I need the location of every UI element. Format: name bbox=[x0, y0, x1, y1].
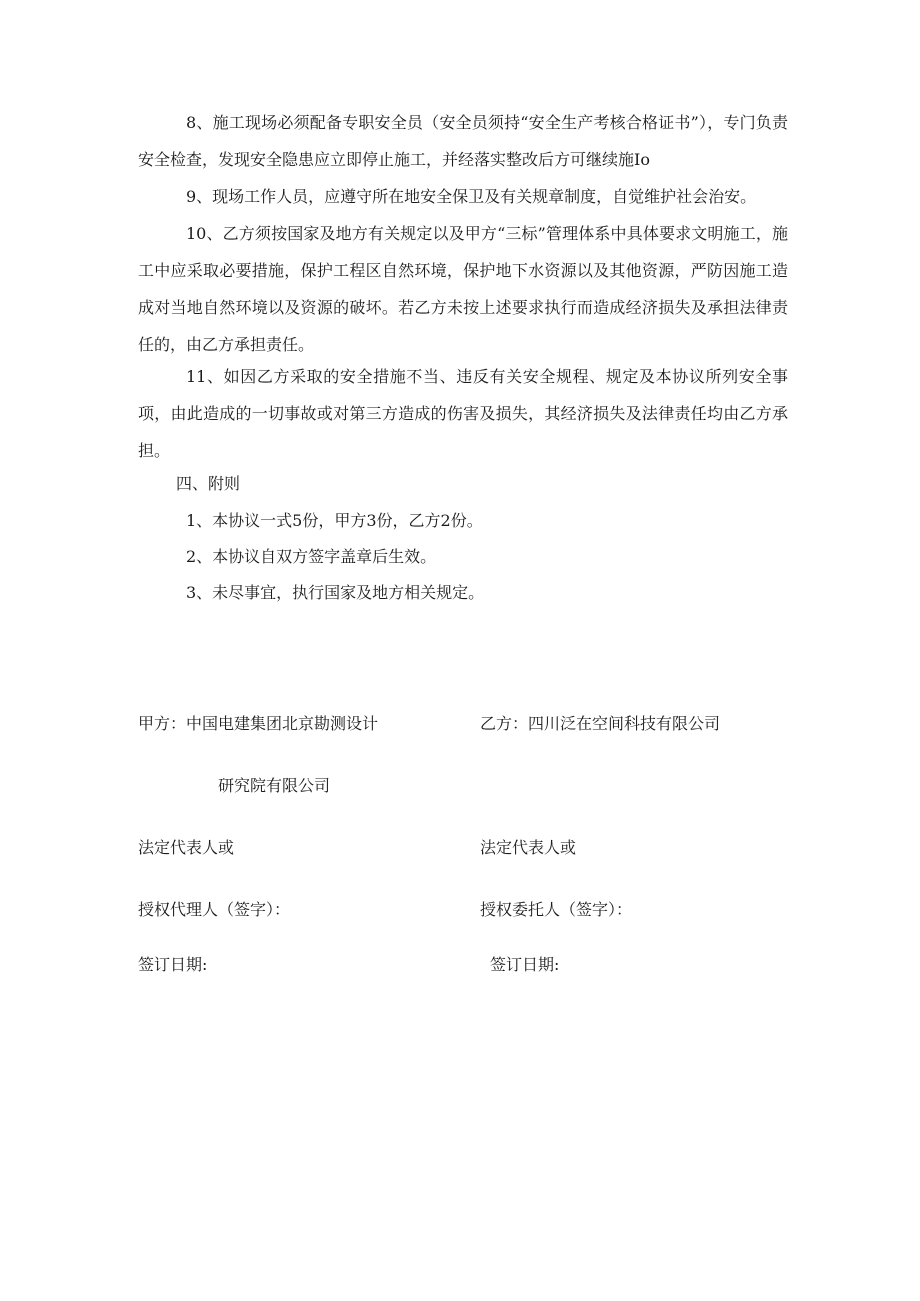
clause-11: 11、如因乙方采取的安全措施不当、违反有关安全规程、规定及本协议所列安全事项，由此造成的一切事故或对第三方造成的伤害及损失，其经济损失及法律责任均由乙方承担。 bbox=[138, 367, 788, 460]
party-b-sign-date: 签订日期: bbox=[490, 955, 560, 974]
party-a-legal-rep: 法定代表人或 bbox=[138, 838, 235, 857]
party-a-sign-date: 签订日期: bbox=[138, 955, 208, 974]
appendix-item-3: 3、未尽事宜，执行国家及地方相关规定。 bbox=[186, 583, 485, 602]
clause-10: 10、乙方须按国家及地方有关规定以及甲方“三标”管理体系中具体要求文明施工，施工中应采取必要措施，保护工程区自然环境，保护地下水资源以及其他资源，严防因施工造成对当地自然环境以及资源的破坏。若乙方未按上述要求执行而造成经济损失及承担法律责任的，由乙方承担责任。 bbox=[138, 224, 788, 354]
party-b-name: 乙方：四川泛在空间科技有限公司 bbox=[480, 714, 721, 733]
clause-9: 9、现场工作人员，应遵守所在地安全保卫及有关规章制度，自觉维护社会治安。 bbox=[186, 187, 757, 206]
appendix-item-1: 1、本协议一式5份，甲方3份，乙方2份。 bbox=[186, 511, 483, 530]
party-a-name-continued: 研究院有限公司 bbox=[218, 776, 331, 795]
party-b-agent-signature: 授权委托人（签字）： bbox=[480, 900, 633, 919]
party-a-name: 甲方：中国电建集团北京勘测设计 bbox=[138, 714, 379, 733]
party-b-legal-rep: 法定代表人或 bbox=[480, 838, 577, 857]
appendix-heading: 四、附则 bbox=[176, 474, 241, 493]
appendix-item-2: 2、本协议自双方签字盖章后生效。 bbox=[186, 547, 437, 566]
clause-8: 8、施工现场必须配备专职安全员（安全员须持“安全生产考核合格证书”），专门负责安全检查，发现安全隐患应立即停止施工，并经落实整改后方可继续施Io bbox=[138, 113, 788, 169]
party-a-agent-signature: 授权代理人（签字）： bbox=[138, 900, 291, 919]
